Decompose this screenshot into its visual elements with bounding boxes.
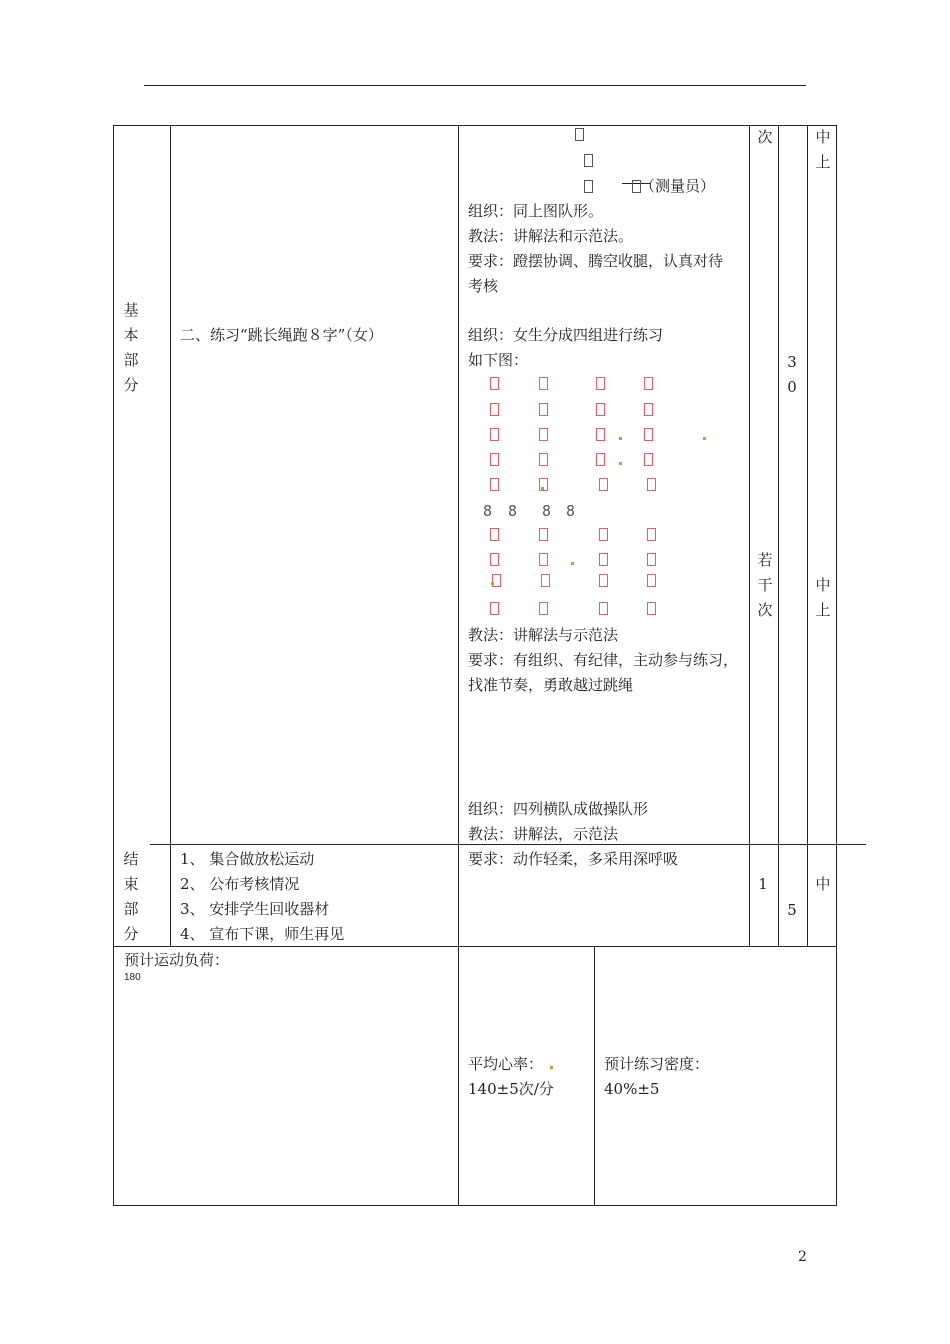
col-line-4 — [778, 125, 779, 946]
heart-rate-dot — [550, 1066, 553, 1069]
req2-text-1: 要求：有组织、有纪律，主动参与练习， — [468, 651, 739, 669]
intensity-top-2: 上 — [815, 153, 831, 171]
density-value: 40%±5 — [604, 1080, 660, 1098]
formation-marker — [644, 377, 653, 390]
formation-marker — [539, 377, 548, 390]
col-line-1 — [170, 125, 171, 946]
formation-marker — [490, 377, 499, 390]
org3-text: 组织：四列横队成做操队形 — [468, 800, 649, 818]
ending-label-4: 分 — [123, 925, 139, 943]
eight-mark-3: 8 — [542, 502, 552, 520]
formation-marker — [599, 528, 608, 541]
intensity-top-1: 中 — [815, 128, 831, 146]
formation-marker — [490, 553, 499, 566]
table-border-left — [113, 125, 114, 1206]
header-rule — [144, 85, 806, 86]
basic-label-3: 部 — [123, 351, 139, 369]
basic-label-4: 分 — [123, 376, 139, 394]
heart-rate-label: 平均心率： — [468, 1055, 544, 1073]
minutes-1: 3 — [787, 353, 797, 371]
method3-text: 教法：讲解法，示范法 — [468, 825, 619, 843]
measurer-label: （测量员） — [640, 177, 716, 195]
ending-item-2: 2、 公布考核情况 — [180, 875, 300, 893]
ending-label-2: 束 — [123, 875, 139, 893]
formation-marker — [596, 453, 605, 466]
req1-text-1: 要求：蹬摆协调、腾空收腿，认真对待 — [468, 252, 724, 270]
formation-marker — [490, 528, 499, 541]
formation-marker — [539, 602, 548, 615]
times-mid-2: 干 — [757, 576, 773, 594]
table-border-top — [113, 125, 837, 126]
eight-mark-4: 8 — [566, 502, 576, 520]
formation-marker — [490, 478, 499, 491]
intensity-mid-2: 上 — [815, 601, 831, 619]
formation-marker — [647, 528, 656, 541]
below-text: 如下图： — [468, 351, 529, 369]
density-label: 预计练习密度： — [604, 1055, 710, 1073]
formation-marker — [539, 428, 548, 441]
col-line-load — [594, 946, 595, 1206]
rope-dot — [703, 437, 706, 440]
times-mid-1: 若 — [757, 551, 773, 569]
basic-label-2: 本 — [123, 326, 139, 344]
intensity-mid-1: 中 — [815, 576, 831, 594]
formation-marker — [599, 478, 608, 491]
ending-times: 1 — [758, 875, 768, 893]
formation-marker — [647, 602, 656, 615]
formation-marker — [599, 574, 608, 587]
heart-rate-value: 140±5次/分 — [468, 1080, 554, 1098]
ending-item-1: 1、 集合做放松运动 — [180, 850, 315, 868]
col-line-2 — [458, 125, 459, 1206]
load-title: 预计运动负荷： — [124, 951, 230, 969]
times-top: 次 — [757, 128, 773, 146]
basic-label-1: 基 — [123, 301, 139, 319]
org1-text: 组织：同上图队形。 — [468, 202, 604, 220]
formation-marker — [539, 453, 548, 466]
req1-text-2: 考核 — [468, 277, 499, 295]
measure-marker-1 — [575, 128, 584, 141]
ending-item-4: 4、 宣布下课，师生再见 — [180, 925, 345, 943]
measure-marker-2 — [584, 154, 593, 167]
formation-marker — [599, 553, 608, 566]
formation-marker — [647, 478, 656, 491]
ending-req: 要求：动作轻柔，多采用深呼吸 — [468, 850, 679, 868]
formation-marker — [541, 574, 550, 587]
org2-text: 组织：女生分成四组进行练习 — [468, 326, 664, 344]
page-number: 2 — [798, 1249, 807, 1265]
formation-marker — [596, 428, 605, 441]
formation-marker — [599, 602, 608, 615]
method2-text: 教法：讲解法与示范法 — [468, 626, 619, 644]
ending-label-3: 部 — [123, 900, 139, 918]
ending-minutes: 5 — [787, 901, 797, 919]
rope-dot — [619, 437, 622, 440]
table-border-right — [836, 125, 837, 1206]
formation-marker — [490, 428, 499, 441]
rope-dot — [491, 582, 494, 585]
formation-marker — [596, 403, 605, 416]
col-line-5 — [807, 125, 808, 946]
rope-dot — [571, 562, 574, 565]
eight-mark-1: 8 — [483, 502, 493, 520]
minutes-2: 0 — [787, 378, 797, 396]
table-border-bottom — [113, 1205, 837, 1206]
load-axis-value: 180 — [124, 972, 141, 983]
col-line-3 — [749, 125, 750, 946]
formation-marker — [644, 428, 653, 441]
formation-marker — [539, 528, 548, 541]
formation-marker — [490, 602, 499, 615]
ending-item-3: 3、 安排学生回收器材 — [180, 900, 330, 918]
method1-text: 教法：讲解法和示范法。 — [468, 227, 634, 245]
formation-marker — [539, 553, 548, 566]
req2-text-2: 找准节奏，勇敢越过跳绳 — [468, 676, 634, 694]
times-mid-3: 次 — [757, 601, 773, 619]
eight-mark-2: 8 — [508, 502, 518, 520]
formation-marker — [644, 453, 653, 466]
formation-marker — [539, 403, 548, 416]
formation-marker — [596, 377, 605, 390]
measure-marker-3 — [584, 180, 593, 193]
formation-marker — [490, 453, 499, 466]
ending-label-1: 结 — [123, 850, 139, 868]
formation-marker — [490, 403, 499, 416]
rope-dot — [619, 462, 622, 465]
formation-marker — [647, 574, 656, 587]
rope-dot — [541, 487, 544, 490]
ending-intensity: 中 — [815, 875, 831, 893]
formation-marker — [644, 403, 653, 416]
basic-content: 二、练习“跳长绳跑８字”（女） — [180, 326, 383, 344]
formation-marker — [647, 553, 656, 566]
formation-marker — [492, 574, 501, 587]
